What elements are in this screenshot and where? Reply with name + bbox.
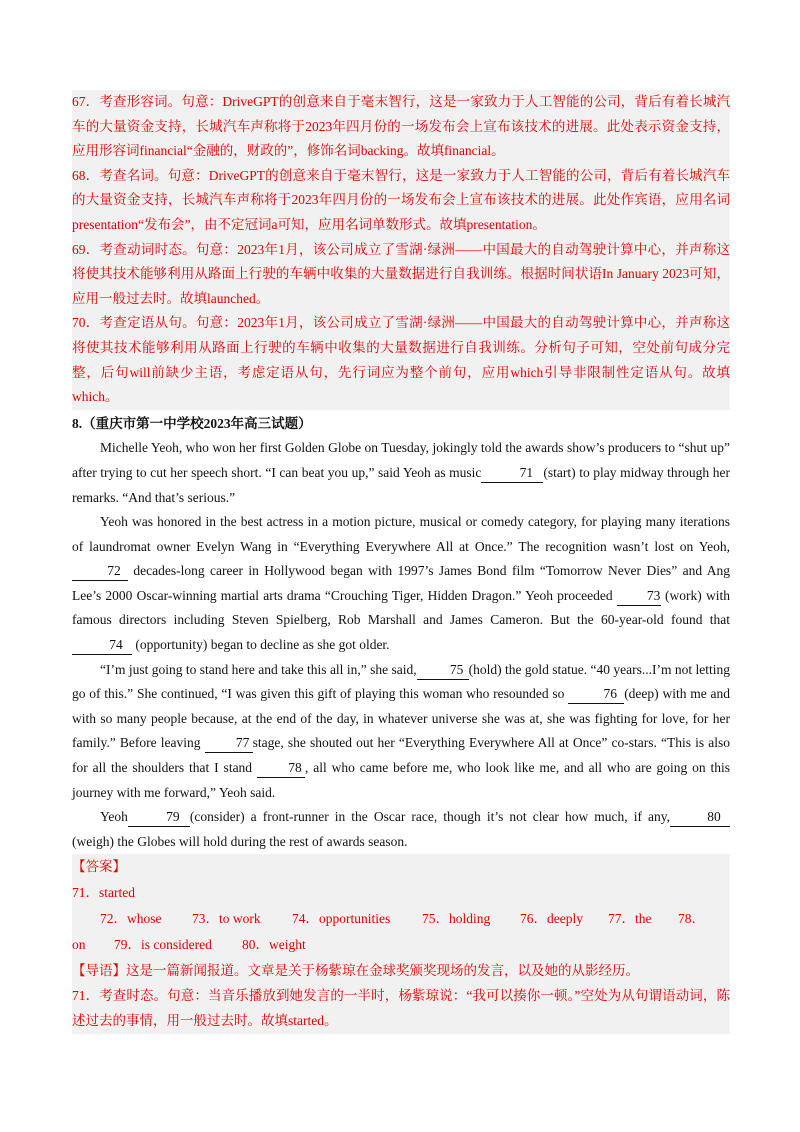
answer-77: 77．the [608,911,652,927]
guide-label: 【导语】 [72,963,126,979]
passage [72,436,730,854]
passage-paragraph-4 [72,805,730,854]
explanations-67-70 [72,90,730,410]
passage-paragraph-2 [72,510,730,658]
answer-79: 79．is considered [114,937,212,953]
answer-section [72,854,730,1033]
passage-text: “I’m just going to stand here and take this all in,” she said, [100,661,417,677]
passage-paragraph-3 [72,658,730,806]
answer-74: 74．opportunities [292,911,391,927]
answer-row-78-80 [72,932,730,958]
question-heading: 8.（重庆市第一中学校2023年高三试题） [72,415,312,431]
blank-72[interactable]: 72 [72,562,128,581]
answer-78-number: 78． [678,911,705,927]
explanation-68: 68．考查名词。句意：DriveGPT的创意来自于毫末智行，这是一家致力于人工智能的公司，背后有着长城汽车的大量资金支持，长城汽车声称将于2023年四月份的一场发布会上宣布该技术的进展。此处作宾语，应用名词presentation“发布会”，由不定冠词a可知，应用名词单数形式。故填presentation。 [72,167,730,232]
blank-79[interactable]: 79 [128,808,190,827]
passage-text: (consider) a front-runner in the Oscar race, though it’s not clear how much, if any, [189,809,670,825]
passage-text: (work) with famous directors including Steven Spielberg, Rob Marshall and James Cameron. But the 60-year-old found that [72,587,730,628]
blank-78[interactable]: 78 [257,759,305,778]
passage-text: decades-long career in Hollywood began with 1997’s James Bond film “Tomorrow Never Dies” and Ang Lee’s 2000 Oscar-winning martial arts drama “Crouching Tiger, Hidden Dragon.” Yeoh proceeded [72,563,730,603]
passage-text: (start) to play midway through her remarks. “And that’s serious.” [72,464,730,505]
blank-71[interactable]: 71 [481,464,543,483]
answer-row-72-78 [72,906,730,932]
blank-76[interactable]: 76 [568,685,624,704]
explanation-69: 69．考查动词时态。句意：2023年1月，该公司成立了雪湖·绿洲——中国最大的自动驾驶计算中心，并声称这将使其技术能够利用从路面上行驶的车辆中收集的大量数据进行自我训练。根据时间状语In January 2023可知，应用一般过去时。故填launched。 [72,241,730,306]
passage-text: (opportunity) began to decline as she got older. [135,637,390,653]
explanation-71: 71．考查时态。句意：当音乐播放到她发言的一半时，杨紫琼说：“我可以揍你一顿。”空处为从句谓语动词，陈述过去的事情，用一般过去时。故填started。 [72,988,730,1028]
passage-text: (hold) the gold statue. “40 years...I’m not letting go of this.” She continued, “I was given this gift of playing this woman who resounded so [72,661,730,702]
answer-80: 80．weight [242,937,306,953]
answer-label: 【答案】 [72,859,126,875]
passage-text: stage, she shouted out her “Everything Everywhere All at Once” co-stars. “This is also for all the shoulders that I stand [72,735,730,776]
explanation-70: 70．考查定语从句。句意：2023年1月，该公司成立了雪湖·绿洲——中国最大的自动驾驶计算中心，并声称这将使其技术能够利用从路面上行驶的车辆中收集的大量数据进行自我训练。分析句子可知，空处前句成分完整，后句will前缺少主语，考虑定语从句，先行词应为整个前句，应用which引导非限制性定语从句。故填which。 [72,315,730,405]
passage-paragraph-1 [72,436,730,510]
blank-74[interactable]: 74 [72,636,132,655]
answer-78-value: on [72,937,86,953]
guide-text: 这是一篇新闻报道。文章是关于杨紫琼在金球奖颁奖现场的发言，以及她的从影经历。 [126,963,639,979]
blank-77[interactable]: 77 [205,734,253,753]
passage-text: (weigh) the Globes will hold during the rest of awards season. [72,833,408,849]
explanation-67: 67．考查形容词。句意：DriveGPT的创意来自于毫末智行，这是一家致力于人工智能的公司，背后有着长城汽车的大量资金支持，长城汽车声称将于2023年四月份的一场发布会上宣布该技术的进展。此处表示资金支持，应用形容词financial“金融的，财政的”，修饰名词backing。故填financial。 [72,94,730,159]
passage-text: , all who came before me, who look like me, and all who are going on this journey with me forward,” Yeoh said. [72,760,730,800]
answer-75: 75．holding [422,911,491,927]
passage-text: Yeoh [100,809,128,825]
passage-text: Michelle Yeoh, who won her first Golden Globe on Tuesday, jokingly told the awards show’s producers to “shut up” after trying to cut her speech short. “I can beat you up,” said Yeoh as music [72,440,730,480]
blank-73[interactable]: 73 [617,587,661,606]
passage-text: (deep) with me and with so many people because, at the end of the day, in whatever universe she was at, she was fighting for love, for her family.” Before leaving [72,686,730,751]
blank-75[interactable]: 75 [417,661,469,680]
page [72,90,730,1034]
answer-76: 76．deeply [520,911,583,927]
blank-80[interactable]: 80 [670,808,730,827]
passage-text: Yeoh was honored in the best actress in a motion picture, musical or comedy category, for playing many iterations of laundromat owner Evelyn Wang in “Everything Everywhere All at Once.” The recognition wasn’t lost on Yeoh, [72,514,730,554]
guide [72,958,730,984]
answer-73: 73．to work [192,911,261,927]
answer-71: 71．started [72,885,135,901]
answer-72: 72．whose [100,911,162,927]
